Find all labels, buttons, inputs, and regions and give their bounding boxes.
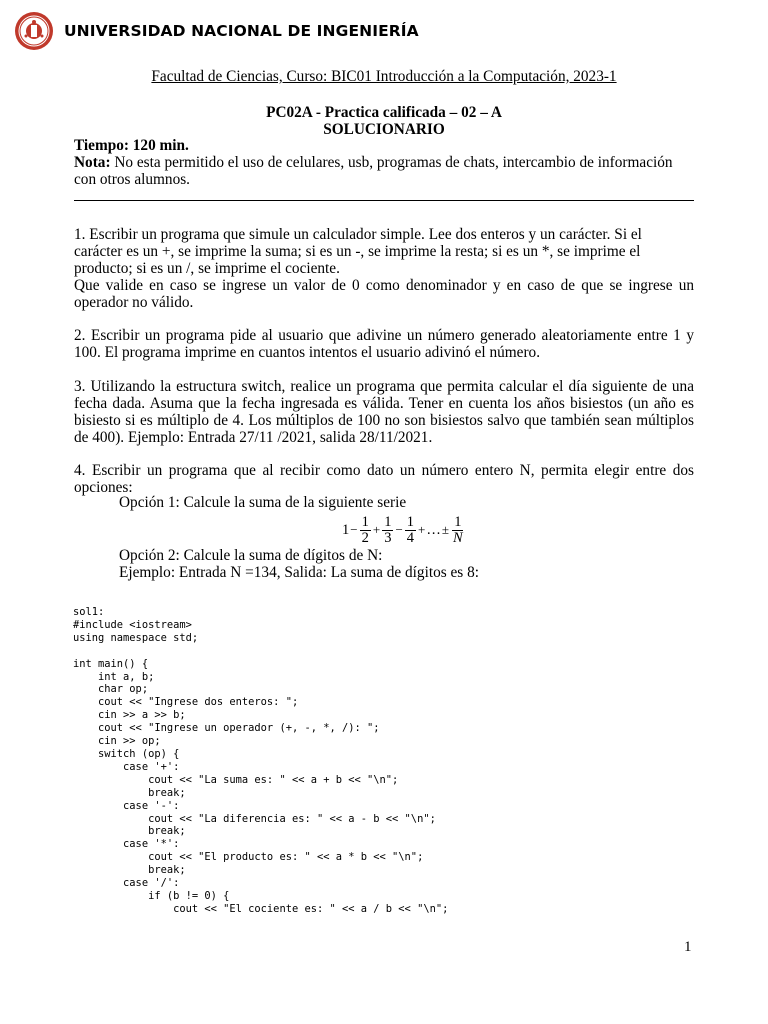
note-label: Nota: [74,154,111,171]
university-name: UNIVERSIDAD NACIONAL DE INGENIERÍA [64,22,419,40]
exam-title: PC02A - Practica calificada – 02 – A [266,104,502,121]
note-paragraph [74,154,694,188]
question-4-option-1: Opción 1: Calcule la suma de la siguiente serie [119,494,407,511]
exam-subtitle: SOLUCIONARIO [323,121,445,138]
formula-operator: ± [441,522,450,537]
question-1-validation: Que valide en caso se ingrese un valor de 0 como denominador y en caso de que se ingrese un operador no válido. [74,277,694,311]
question-2: 2. Escribir un programa pide al usuario que adivine un número generado aleatoriamente entre 1 y 100. El programa imprime en cuantos intentos el usuario adivinó el número. [74,327,694,361]
time-label: Tiempo: 120 min. [74,137,189,154]
formula-fraction: $\frac{1}{4}$ [406,513,415,546]
question-4-option-2: Opción 2: Calcule la suma de dígitos de N: [119,547,383,564]
page-number: 1 [684,939,692,955]
series-formula [342,512,466,548]
formula-ellipsis: … [426,521,441,538]
formula-term: 1 [342,521,350,538]
time-line [74,137,694,154]
question-4: 4. Escribir un programa que al recibir como dato un número entero N, permita elegir entre dos opciones: [74,462,694,496]
code-listing: sol1: #include <iostream> using namespace std; int main() { int a, b; char op; cout << "Ingrese dos enteros: "; cin >> a >> b; cout << "Ingrese un operador (+, -, *, /): "; cin >> op; switch (op) { case '+': cout << "La suma es: " << a + b << "\n"; break; case '-': cout << "La diferencia es: " << a - b << "\n"; break; case '*': cout << "El producto es: " << a * b << "\n"; break; case '/': if (b != 0) { cout << "El cociente es: " << a / b << "\n"; [73,606,449,915]
formula-fraction: $\frac{1}{N}$ [453,513,463,546]
question-1: 1. Escribir un programa que simule un calculador simple. Lee dos enteros y un carácter. Si el carácter es un +, se imprime la suma; si es un -, se imprime la resta; si es un *, se imprime el producto; si es un /, se imprime el cociente. [74,226,642,277]
formula-fraction: $\frac{1}{3}$ [384,513,392,546]
page-header [14,8,419,54]
note-text: No esta permitido el uso de celulares, usb, programas de chats, intercambio de información con otros alumnos. [74,154,673,188]
separator-line [74,200,694,201]
question-3: 3. Utilizando la estructura switch, realice un programa que permita calcular el día siguiente de una fecha dada. Asuma que la fecha ingresada es válida. Tener en cuenta los años bisiestos (un año es bisiesto si es múltiplo de 4. Los múltiplos de 100 no son bisiestos salvo que también sean múltiplos de 400). Ejemplo: Entrada 27/11 /2021, salida 28/11/2021. [74,378,694,446]
formula-operator: − [395,522,403,537]
formula-operator: + [418,522,426,537]
formula-operator: + [372,522,381,537]
faculty-course-line: Facultad de Ciencias, Curso: BIC01 Introducción a la Computación, 2023-1 [151,68,617,85]
formula-operator: − [350,522,358,537]
question-4-example: Ejemplo: Entrada N =134, Salida: La suma de dígitos es 8: [119,564,479,581]
university-seal-icon [14,11,54,51]
formula-fraction: $\frac{1}{2}$ [361,513,369,546]
